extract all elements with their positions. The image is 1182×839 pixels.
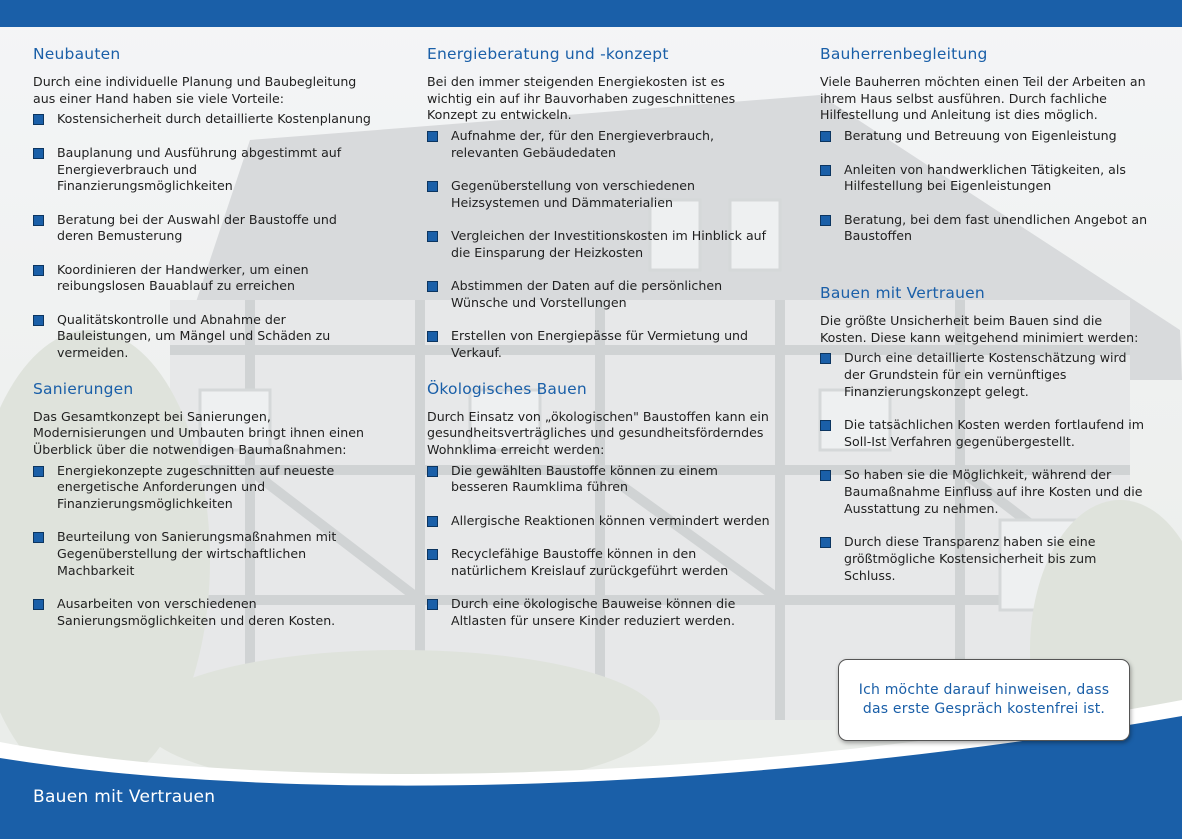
list-bauen-mit-vertrauen	[820, 350, 1150, 584]
intro-oekologisches-bauen: Durch Einsatz von „ökologischen" Baustoffen kann ein gesundheitsverträgliches und gesundheitsförderndes Wohnklima erreicht werden:	[427, 408, 769, 457]
list-item: Recyclefähige Baustoffe können in den natürlichem Kreislauf zurückgeführt werden	[427, 546, 772, 579]
list-item: Beratung und Betreuung von Eigenleistung	[820, 128, 1150, 145]
list-item: Erstellen von Energiepässe für Vermietung und Verkauf.	[427, 328, 772, 361]
top-bar	[0, 0, 1182, 27]
heading-oekologisches-bauen: Ökologisches Bauen	[427, 379, 587, 398]
list-item: Ausarbeiten von verschiedenen Sanierungsmöglichkeiten und deren Kosten.	[33, 596, 373, 629]
column-3	[820, 44, 1150, 601]
square-bullet-icon	[33, 265, 44, 276]
heading-bauen-mit-vertrauen: Bauen mit Vertrauen	[820, 284, 985, 302]
list-item: So haben sie die Möglichkeit, während der Baumaßnahme Einfluss auf ihre Kosten und die Ausstattung zu nehmen.	[820, 467, 1150, 517]
list-item: Beurteilung von Sanierungsmaßnahmen mit Gegenüberstellung der wirtschaftlichen Machbarkeit	[33, 529, 373, 579]
list-energieberatung	[427, 128, 772, 362]
list-item: Gegenüberstellung von verschiedenen Heizsystemen und Dämmaterialien	[427, 178, 772, 211]
square-bullet-icon	[820, 537, 831, 548]
heading-energieberatung: Energieberatung und -konzept	[427, 45, 669, 63]
list-item: Anleiten von handwerklichen Tätigkeiten, als Hilfestellung bei Eigenleistungen	[820, 162, 1150, 195]
list-item: Beratung bei der Auswahl der Baustoffe und deren Bemusterung	[33, 212, 373, 245]
list-item: Abstimmen der Daten auf die persönlichen Wünsche und Vorstellungen	[427, 278, 772, 311]
list-item: Beratung, bei dem fast unendlichen Angebot an Baustoffen	[820, 212, 1150, 245]
square-bullet-icon	[33, 532, 44, 543]
list-item: Kostensicherheit durch detaillierte Kostenplanung	[33, 111, 373, 128]
list-item: Vergleichen der Investitionskosten im Hinblick auf die Einsparung der Heizkosten	[427, 228, 772, 261]
square-bullet-icon	[427, 281, 438, 292]
intro-sanierungen: Das Gesamtkonzept bei Sanierungen, Modernisierungen und Umbauten bringt ihnen einen Überblick über die notwendigen Baumaßnahmen:	[33, 408, 364, 457]
list-item: Bauplanung und Ausführung abgestimmt auf Energieverbrauch und Finanzierungsmöglichkeiten	[33, 145, 373, 195]
list-item: Durch eine ökologische Bauweise können die Altlasten für unsere Kinder reduziert werden.	[427, 596, 772, 629]
square-bullet-icon	[427, 466, 438, 477]
square-bullet-icon	[427, 181, 438, 192]
note-text: Ich möchte darauf hinweisen, dass das erste Gespräch kostenfrei ist.	[858, 682, 1110, 717]
square-bullet-icon	[33, 315, 44, 326]
list-item: Aufnahme der, für den Energieverbrauch, relevanten Gebäudedaten	[427, 128, 772, 161]
list-item: Koordinieren der Handwerker, um einen reibungslosen Bauablauf zu erreichen	[33, 262, 373, 295]
square-bullet-icon	[427, 599, 438, 610]
intro-bauherrenbegleitung: Viele Bauherren möchten einen Teil der Arbeiten an ihrem Haus selbst ausführen. Durch fachliche Hilfestellung und Anleitung ist dies möglich.	[820, 74, 1146, 123]
list-item: Die gewählten Baustoffe können zu einem besseren Raumklima führen	[427, 463, 772, 496]
list-sanierungen	[33, 463, 373, 630]
heading-bauherrenbegleitung: Bauherrenbegleitung	[820, 45, 988, 63]
heading-neubauten: Neubauten	[33, 45, 121, 63]
list-item: Die tatsächlichen Kosten werden fortlaufend im Soll-Ist Verfahren gegenübergestellt.	[820, 417, 1150, 450]
square-bullet-icon	[820, 131, 831, 142]
heading-sanierungen: Sanierungen	[33, 379, 134, 398]
column-2	[427, 44, 772, 646]
list-bauherrenbegleitung	[820, 128, 1150, 245]
square-bullet-icon	[427, 516, 438, 527]
square-bullet-icon	[33, 114, 44, 125]
column-1	[33, 44, 373, 646]
square-bullet-icon	[820, 420, 831, 431]
list-item: Durch diese Transparenz haben sie eine größtmögliche Kostensicherheit bis zum Schluss.	[820, 534, 1150, 584]
intro-neubauten: Durch eine individuelle Planung und Baubegleitung aus einer Hand haben sie viele Vorteile:	[33, 74, 357, 106]
list-neubauten	[33, 111, 373, 361]
square-bullet-icon	[33, 148, 44, 159]
intro-bauen-mit-vertrauen: Die größte Unsicherheit beim Bauen sind die Kosten. Diese kann weitgehend minimiert werden:	[820, 313, 1139, 345]
square-bullet-icon	[33, 599, 44, 610]
square-bullet-icon	[427, 331, 438, 342]
square-bullet-icon	[820, 353, 831, 364]
intro-energieberatung: Bei den immer steigenden Energiekosten ist es wichtig ein auf ihr Bauvorhaben zugeschnittenes Konzept zu entwickeln.	[427, 74, 736, 123]
square-bullet-icon	[427, 231, 438, 242]
list-oekologisches-bauen	[427, 463, 772, 630]
free-consultation-note	[838, 659, 1130, 741]
square-bullet-icon	[33, 466, 44, 477]
square-bullet-icon	[427, 549, 438, 560]
list-item: Qualitätskontrolle und Abnahme der Bauleistungen, um Mängel und Schäden zu vermeiden.	[33, 312, 373, 362]
square-bullet-icon	[820, 215, 831, 226]
footer-slogan: Bauen mit Vertrauen	[33, 787, 216, 807]
list-item: Allergische Reaktionen können vermindert werden	[427, 513, 772, 530]
square-bullet-icon	[820, 165, 831, 176]
square-bullet-icon	[820, 470, 831, 481]
square-bullet-icon	[33, 215, 44, 226]
square-bullet-icon	[427, 131, 438, 142]
list-item: Energiekonzepte zugeschnitten auf neueste energetische Anforderungen und Finanzierungsmöglichkeiten	[33, 463, 373, 513]
list-item: Durch eine detaillierte Kostenschätzung wird der Grundstein für ein vernünftiges Finanzierungskonzept gelegt.	[820, 350, 1150, 400]
